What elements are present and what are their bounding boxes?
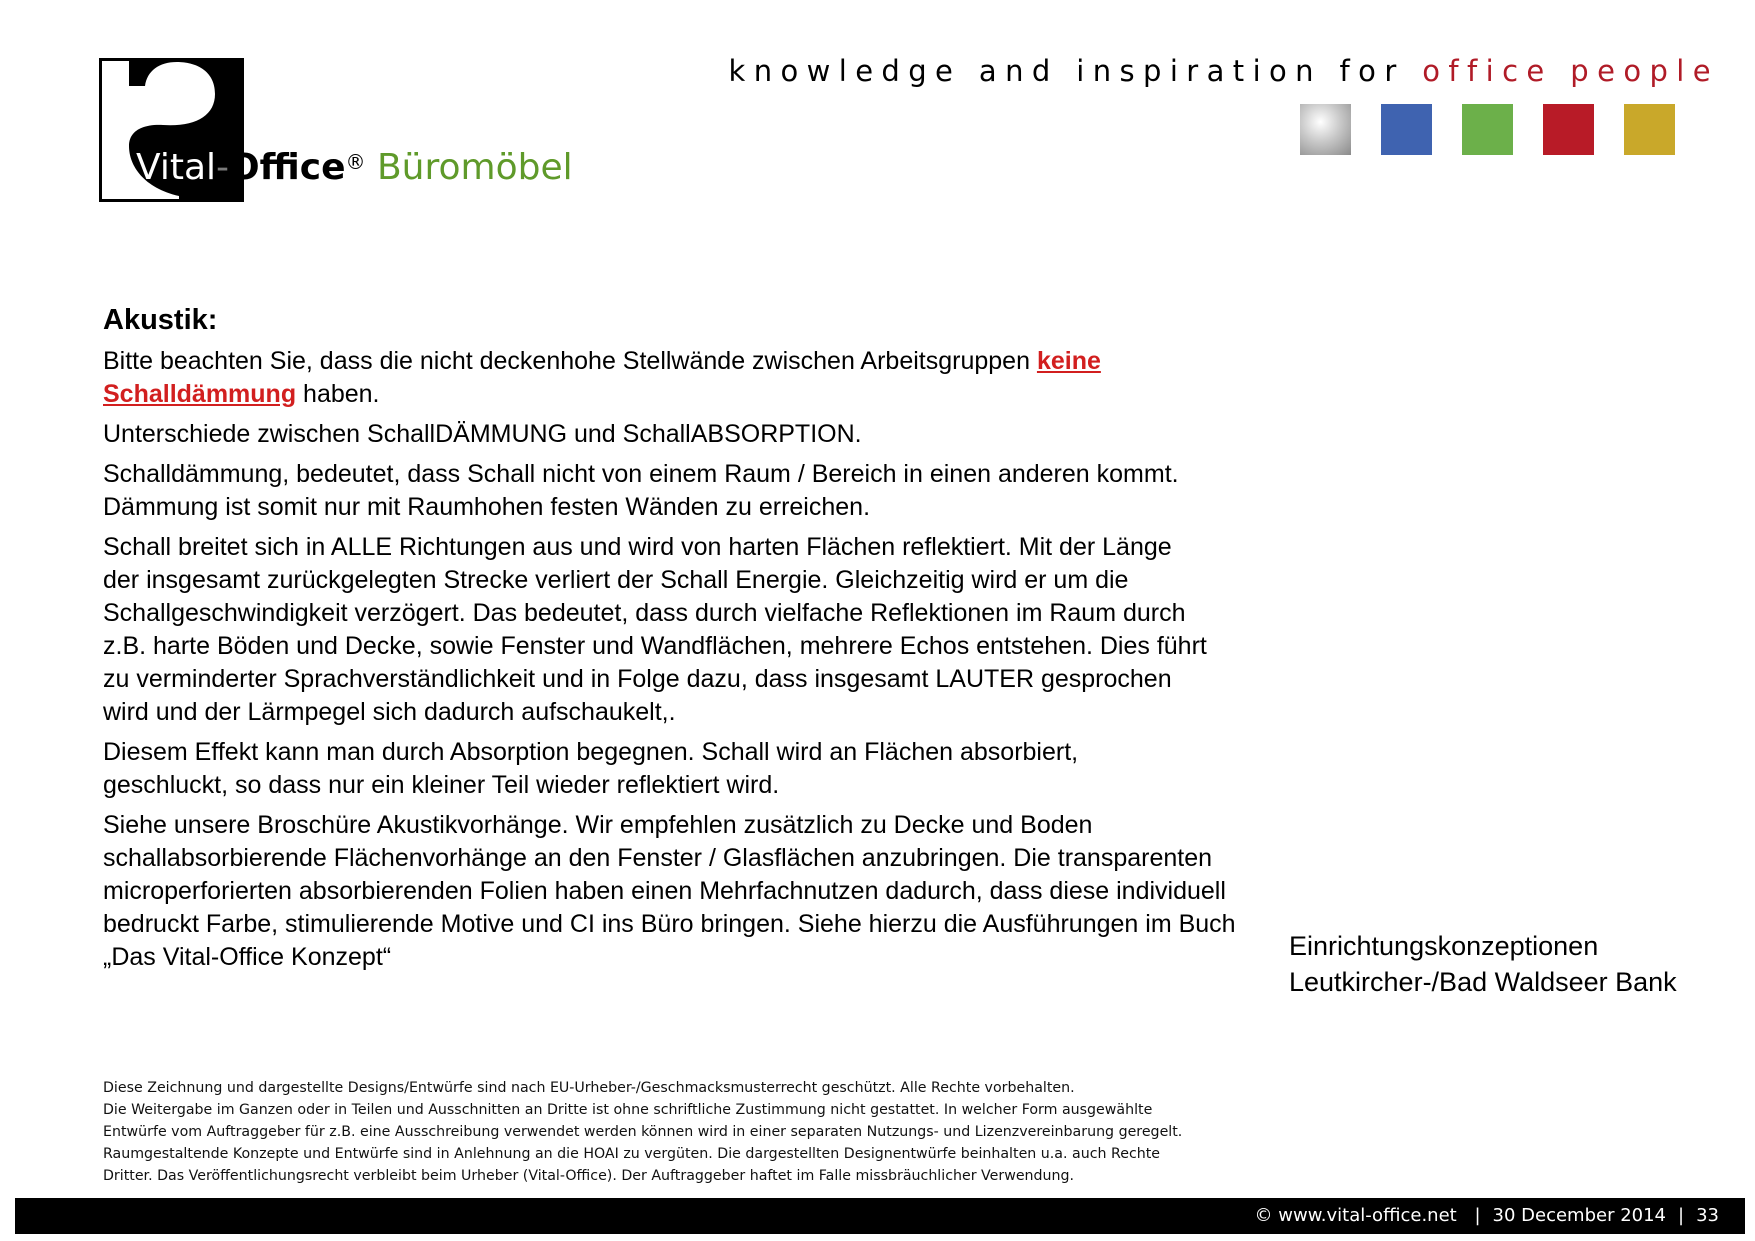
logo-suffix: Büromöbel <box>376 147 573 188</box>
logo-wordmark <box>136 147 573 188</box>
logo-vital: Vital <box>136 147 217 188</box>
footer-website[interactable]: www.vital-office.net <box>1278 1205 1457 1226</box>
paragraph-5: Diesem Effekt kann man durch Absorption begegnen. Schall wird an Flächen absorbiert, geschluckt, so dass nur ein kleiner Teil wieder reflektiert wird. <box>103 738 1079 799</box>
p1-before: Bitte beachten Sie, dass die nicht deckenhohe Stellwände zwischen Arbeitsgruppen <box>103 347 1037 375</box>
paragraph-1 <box>103 345 1243 411</box>
footer-separator: | <box>1678 1205 1685 1226</box>
copyright-symbol: © <box>1254 1205 1273 1226</box>
logo-registered: ® <box>345 150 366 174</box>
legal-notice <box>103 1077 1182 1187</box>
swatch-silver <box>1300 104 1351 155</box>
paragraph-2: Unterschiede zwischen SchallDÄMMUNG und SchallABSORPTION. <box>103 420 862 448</box>
tagline-accent: office people <box>1422 54 1719 88</box>
swatch-green <box>1462 104 1513 155</box>
color-swatches <box>1300 104 1705 155</box>
paragraph-4: Schall breitet sich in ALLE Richtungen aus und wird von harten Flächen reflektiert. Mit der Länge der insgesamt zurückgelegten Strecke verliert der Schall Energie. Gleichzeitig wird er um die Schallgeschwindigkeit verzögert. Das bedeutet, dass durch vielfache Reflektionen im Raum durch z.B. harte Böden und Decke, sowie Fenster und Wandflächen, mehrere Echos entstehen. Dies führt zu verminderter Sprachverständlichkeit und in Folge dazu, dass insgesamt LAUTER gesprochen wird und der Lärmpegel sich dadurch aufschaukelt,. <box>103 533 1207 726</box>
paragraph-6: Siehe unsere Broschüre Akustikvorhänge. Wir empfehlen zusätzlich zu Decke und Boden schallabsorbierende Flächenvorhänge an den Fenster / Glasflächen anzubringen. Die transparenten microperforierten absorbierenden Folien haben einen Mehrfachnutzen dadurch, dass diese individuell bedruckt Farbe, stimulierende Motive und CI ins Büro bringen. Siehe hierzu die Ausführungen im Buch „Das Vital-Office Konzept“ <box>103 811 1236 971</box>
p1-highlight-2: Schalldämmung <box>103 380 297 408</box>
tagline-prefix: knowledge and inspiration for <box>728 54 1423 88</box>
footer-date: 30 December 2014 <box>1492 1205 1667 1226</box>
logo-dash: - <box>216 147 230 188</box>
side-caption <box>1289 928 1677 1000</box>
legal-line: Raumgestaltende Konzepte und Entwürfe sind in Anlehnung an die HOAI zu vergüten. Die dargestellten Designentwürfe beinhalten u.a. auch Rechte <box>103 1146 1161 1162</box>
p1-highlight-1: keine <box>1036 347 1101 375</box>
legal-line: Diese Zeichnung und dargestellte Designs/Entwürfe sind nach EU-Urheber-/Geschmacksmusterrecht geschützt. Alle Rechte vorbehalten. <box>103 1080 1075 1096</box>
legal-line: Entwürfe vom Auftraggeber für z.B. eine Ausschreibung verwendet werden können wird in einer separaten Nutzungs- und Lizenzvereinbarung geregelt. <box>103 1124 1183 1140</box>
swatch-blue <box>1381 104 1432 155</box>
footer-content <box>1255 1205 1719 1226</box>
side-caption-line-1: Einrichtungskonzeptionen <box>1289 931 1599 961</box>
tagline <box>729 54 1720 88</box>
side-caption-line-2: Leutkircher-/Bad Waldseer Bank <box>1289 967 1677 997</box>
footer-page-number: 33 <box>1696 1205 1719 1226</box>
p1-after: haben. <box>296 380 380 408</box>
swatch-gold <box>1624 104 1675 155</box>
footer-separator: | <box>1474 1205 1481 1226</box>
swatch-red <box>1543 104 1594 155</box>
legal-line: Dritter. Das Veröffentlichungsrecht verbleibt beim Urheber (Vital-Office). Der Auftraggeber haftet im Falle missbräuchlicher Verwendung. <box>103 1168 1075 1184</box>
paragraph-3: Schalldämmung, bedeutet, dass Schall nicht von einem Raum / Bereich in einen anderen kommt. Dämmung ist somit nur mit Raumhohen festen Wänden zu erreichen. <box>103 460 1179 521</box>
logo-office: Office <box>229 147 346 188</box>
main-content <box>103 304 1243 981</box>
section-heading: Akustik: <box>103 304 218 336</box>
legal-line: Die Weitergabe im Ganzen oder in Teilen und Ausschnitten an Dritte ist ohne schriftliche Zustimmung nicht gestattet. In welcher Form ausgewählte <box>103 1102 1153 1118</box>
footer-bar <box>15 1198 1745 1234</box>
